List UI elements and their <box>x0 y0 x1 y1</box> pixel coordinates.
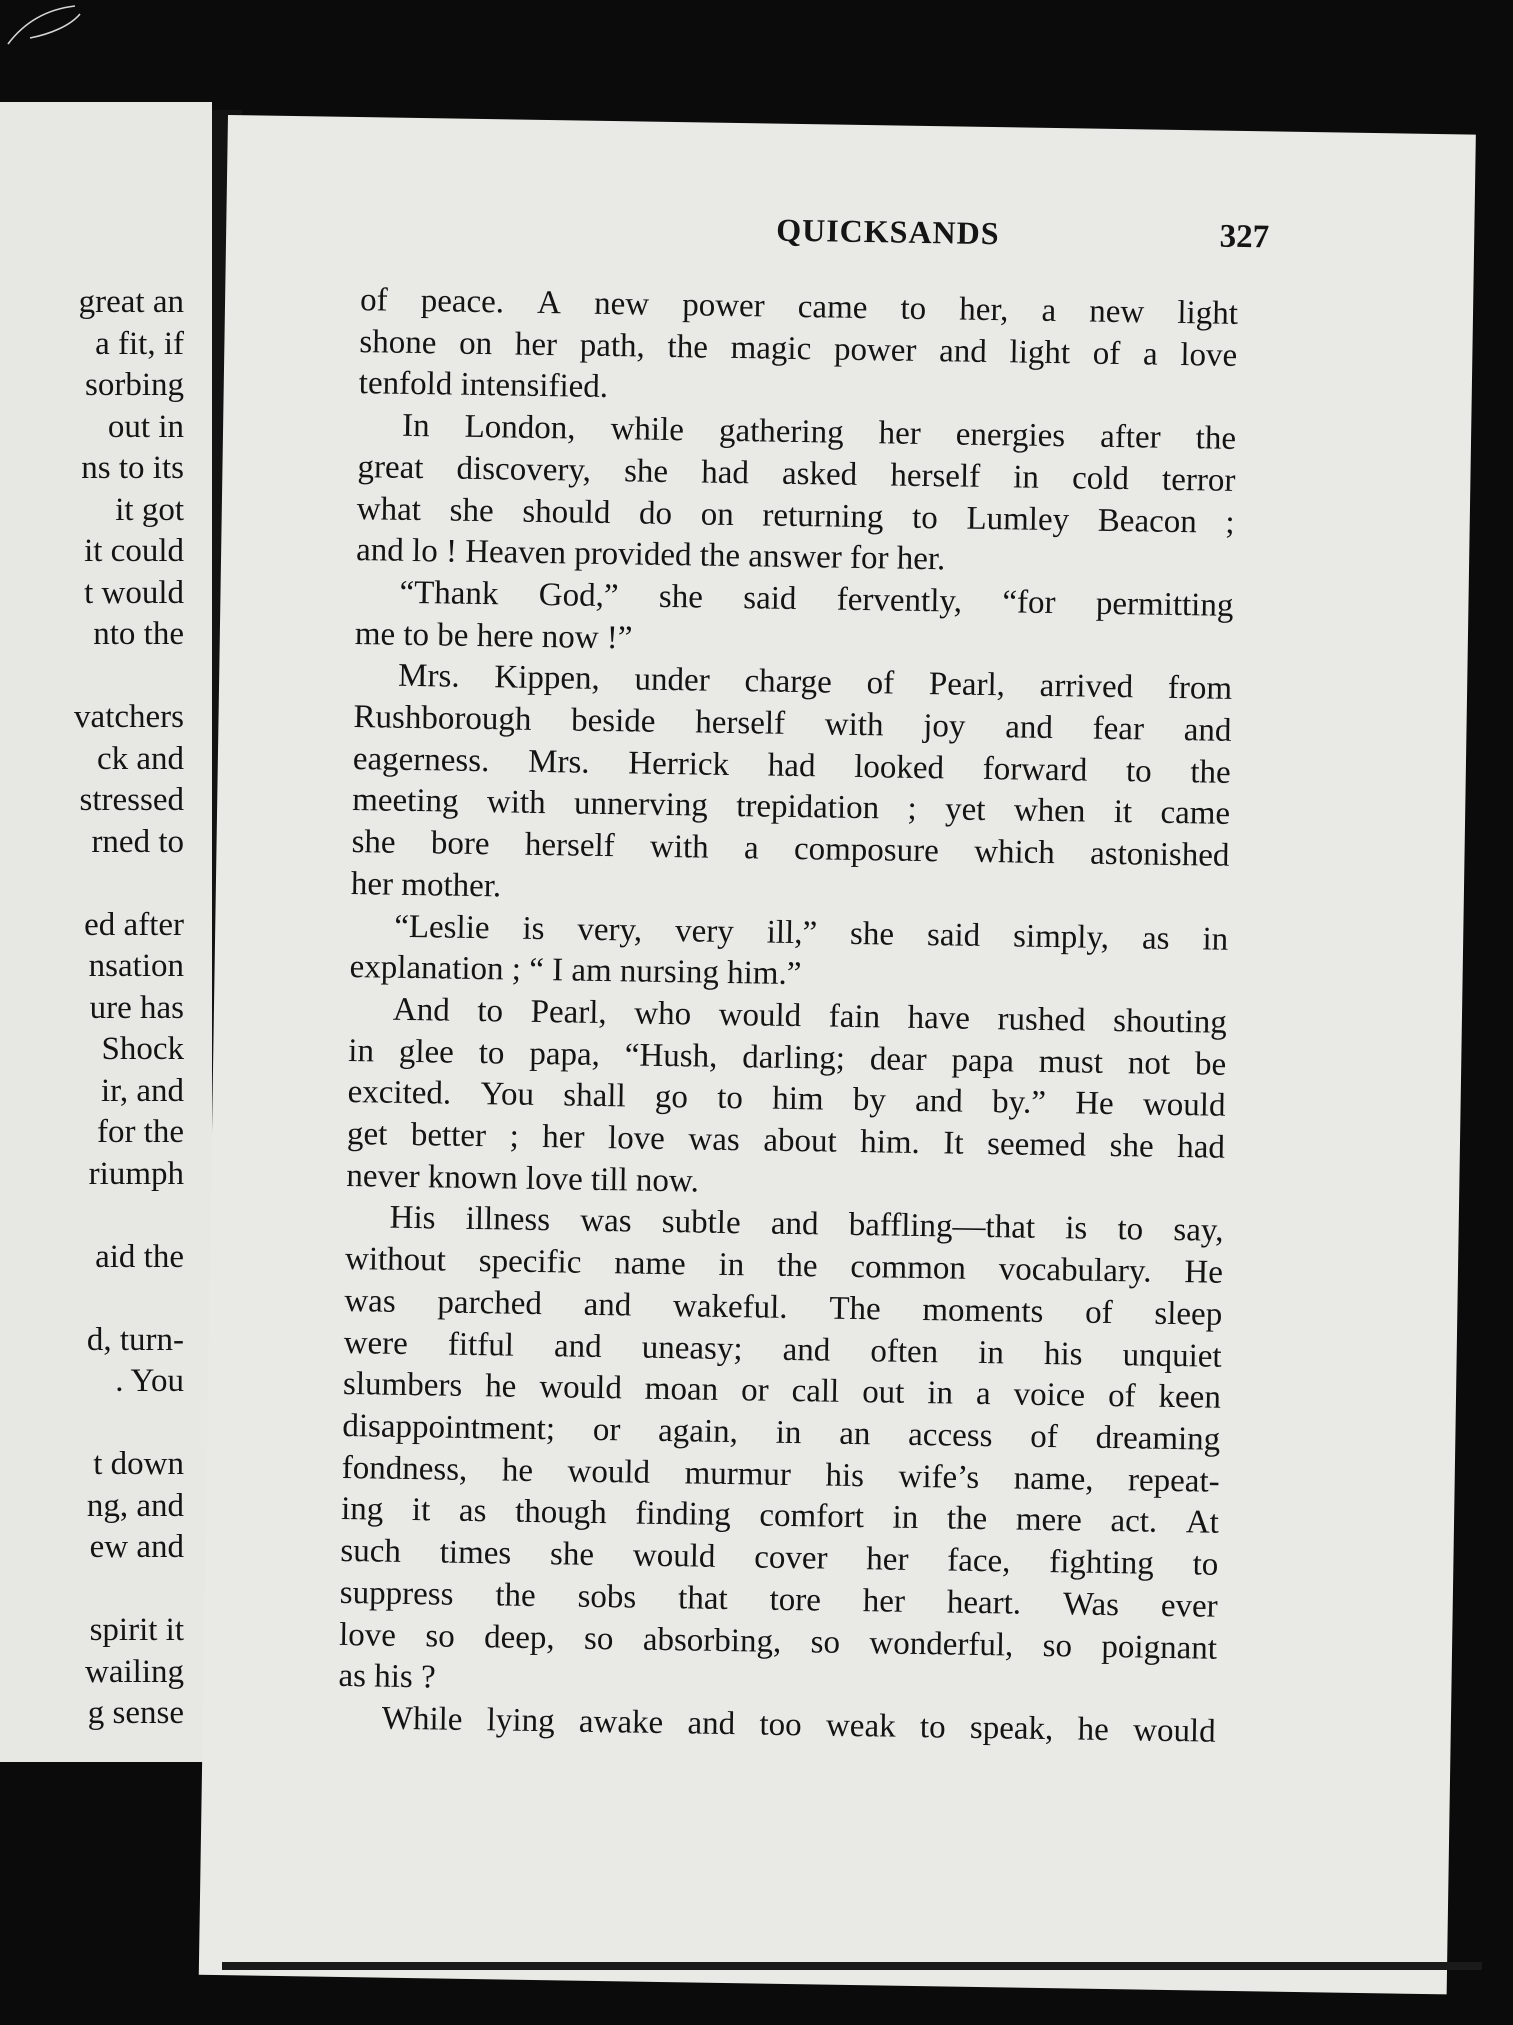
left-page-line <box>0 1278 184 1320</box>
text-line: ing it as though finding comfort in the mere act. At <box>340 1491 1220 1542</box>
left-page-line: stressed <box>79 782 184 818</box>
left-page-line <box>0 863 184 905</box>
left-page-line <box>0 656 184 698</box>
left-page-line: nto the <box>93 616 184 652</box>
running-head: QUICKSANDS <box>775 211 1000 252</box>
text-line: His illness was subtle and baffling—that is to say, <box>389 1200 1224 1250</box>
left-page-line: rned to <box>91 823 184 860</box>
text-line: was parched and wakeful. The moments of sleep <box>344 1282 1223 1333</box>
page-header <box>326 205 1475 273</box>
page-bottom-edge <box>222 1962 1482 1970</box>
text-line: disappointment; or again, in an access of dreaming <box>342 1407 1221 1458</box>
left-page <box>0 102 212 1762</box>
text-line: great discovery, she had asked herself in cold terror <box>357 448 1236 499</box>
text-line: slumbers he would moan or call out in a voice of keen <box>342 1366 1222 1417</box>
left-page-line: . You <box>115 1363 184 1399</box>
text-line: get better ; her love was about him. It seemed she had <box>346 1116 1226 1166</box>
left-page-line: it got <box>115 491 184 528</box>
text-line: fondness, he would murmur his wife’s name, repeat- <box>341 1449 1220 1500</box>
left-page-line: a fit, if <box>95 325 184 362</box>
left-page-line: ure has <box>89 989 184 1026</box>
left-page-line: ns to its <box>81 450 184 486</box>
text-line: in glee to papa, “Hush, darling; dear papa must not be <box>348 1032 1227 1083</box>
text-line: Mrs. Kippen, under charge of Pearl, arrived from <box>397 658 1233 708</box>
text-line: without specific name in the common vocabulary. He <box>344 1241 1224 1291</box>
left-page-line: ed after <box>84 906 184 943</box>
text-line: “Thank God,” she said fervently, “for permitting <box>399 574 1234 624</box>
text-line: were fitful and uneasy; and often in his unquiet <box>343 1324 1222 1375</box>
left-page-line: sorbing <box>85 367 184 403</box>
left-page-line: vatchers <box>74 699 184 735</box>
left-page-text <box>0 282 184 1735</box>
text-line: And to Pearl, who would fain have rushed shouting <box>392 991 1228 1041</box>
text-line: While lying awake and too weak to speak, he would <box>381 1700 1216 1750</box>
left-page-line: it could <box>84 533 184 569</box>
left-page-line: ir, and <box>101 1072 184 1109</box>
left-page-line: aid the <box>95 1238 184 1275</box>
text-line: meeting with unnerving trepidation ; yet when it came <box>351 782 1231 833</box>
text-line: love so deep, so absorbing, so wonderful, so poignant <box>338 1616 1218 1667</box>
text-line: as his ? <box>338 1658 436 1696</box>
left-page-line: wailing <box>85 1653 184 1690</box>
left-page-line: for the <box>96 1114 184 1150</box>
left-page-line: spirit it <box>89 1612 184 1648</box>
text-line: me to be here now !” <box>354 615 633 657</box>
text-line: tenfold intensified. <box>358 365 609 406</box>
text-line: suppress the sobs that tore her heart. Was ever <box>339 1574 1218 1625</box>
left-page-line: out in <box>107 408 184 445</box>
text-line: excited. You shall go to him by and by.” He would <box>347 1074 1226 1125</box>
left-page-line: ng, and <box>86 1487 184 1524</box>
body-text <box>337 280 1238 1753</box>
text-line: her mother. <box>350 865 502 905</box>
left-page-line <box>0 1195 184 1237</box>
text-line: never known love till now. <box>346 1157 700 1200</box>
page-number: 327 <box>1219 218 1270 256</box>
left-page-line: t would <box>84 574 184 611</box>
text-line: such times she would cover her face, fighting to <box>340 1533 1219 1583</box>
text-line: In London, while gathering her energies after the <box>401 407 1237 457</box>
left-page-line <box>0 1569 184 1611</box>
left-page-line: d, turn- <box>86 1321 184 1358</box>
left-page-line: t down <box>93 1446 184 1482</box>
text-line: eagerness. Mrs. Herrick had looked forward to the <box>352 740 1231 791</box>
left-page-line: great an <box>78 284 184 320</box>
left-page-line: ew and <box>89 1529 184 1565</box>
text-line: shone on her path, the magic power and light of a love <box>359 323 1238 374</box>
text-line: “Leslie is very, very ill,” she said simply, as in <box>393 908 1229 958</box>
left-page-line: ck and <box>96 740 184 777</box>
right-page <box>199 115 1476 1994</box>
text-line: and lo ! Heaven provided the answer for her. <box>355 532 946 578</box>
left-page-line <box>0 1403 184 1445</box>
left-page-line: riumph <box>88 1155 184 1192</box>
left-page-line: nsation <box>88 948 184 984</box>
text-line: of peace. A new power came to her, a new light <box>359 282 1239 332</box>
left-page-line: g sense <box>87 1695 184 1731</box>
corner-mark <box>0 0 90 50</box>
text-line: Rushborough beside herself with joy and fear and <box>353 699 1232 749</box>
left-page-line: Shock <box>101 1031 184 1067</box>
text-line: she bore herself with a composure which astonished <box>351 824 1230 874</box>
text-line: what she should do on returning to Lumley Beacon ; <box>356 490 1235 541</box>
text-line: explanation ; “ I am nursing him.” <box>349 949 802 993</box>
